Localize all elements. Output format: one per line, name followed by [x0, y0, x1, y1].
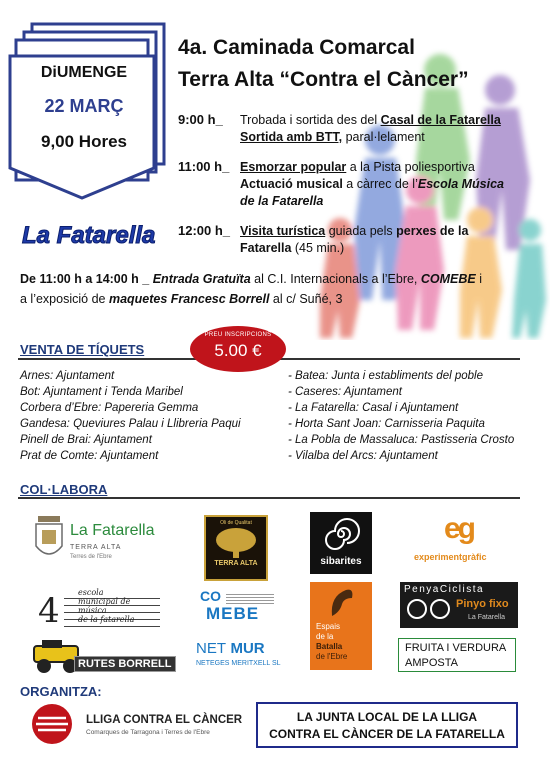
junta-local-box: [256, 702, 518, 748]
exhibition-segment: Entrada Gratuïta: [152, 272, 251, 286]
schedule-segment: Casal de la Fatarella: [380, 113, 501, 127]
exhibition-segment: i: [475, 272, 483, 286]
tickets-list-left: [20, 368, 280, 464]
logo-lliga-contra-cancer: [30, 702, 243, 750]
schedule-line: [240, 129, 540, 146]
fruita-l2: AMPOSTA: [405, 657, 458, 669]
title-highlight: Contra el Càncer: [290, 68, 459, 91]
fruita-l1: FRUITA I VERDURA: [405, 642, 507, 654]
logo-net-mur: [196, 640, 286, 674]
penya-top: PenyaCiclista: [404, 584, 485, 595]
exhibition-info: [20, 269, 540, 309]
netmur-sub: NETEGES MERITXELL SL: [196, 660, 281, 667]
fatarella-sub2: Terres de l'Ebre: [70, 554, 112, 560]
penya-bottom: La Fatarella: [468, 614, 505, 621]
schedule-segment: perxes de la: [396, 224, 469, 238]
schedule-segment: Actuació musical: [240, 177, 343, 191]
organitza-heading: ORGANITZA:: [20, 684, 102, 699]
collabora-rule: [18, 497, 520, 499]
ticket-vendor: - Vilalba del Arcs: Ajuntament: [288, 450, 438, 462]
exhibition-line1: [20, 269, 540, 289]
schedule-segment: de la Fatarella: [240, 194, 324, 208]
exhibition-segment: maquetes Francesc Borrell: [108, 292, 270, 306]
ticket-vendor: Arnes: Ajuntament: [20, 370, 115, 382]
tickets-heading: VENTA DE TÍQUETS: [20, 342, 145, 357]
logo-la-fatarella: [34, 512, 174, 572]
junta-l2: CONTRA EL CÀNCER DE LA FATARELLA: [269, 727, 505, 741]
comebe-lines: [226, 592, 274, 604]
escola-l1: escola: [78, 588, 104, 597]
svg-text:4: 4: [38, 591, 60, 630]
bird-icon: [310, 582, 372, 622]
comebe-top: CO: [200, 588, 221, 604]
lliga-sub: Comarques de Tarragona i Terres de l'Ebre: [86, 729, 210, 736]
ticket-vendor: - Horta Sant Joan: Carnisseria Paquita: [288, 418, 485, 430]
bike-wheels-icon: [406, 598, 452, 620]
lliga-name: LLIGA CONTRA EL CÀNCER: [86, 714, 243, 726]
price-label: PREU INSCRIPCIONS: [204, 332, 272, 338]
escola-l4: de la fatarella: [78, 615, 135, 624]
schedule-segment: guiada pels: [325, 224, 397, 238]
exhibition-segment: a l’exposició de: [20, 292, 109, 306]
exhibition-segment: COMEBE: [420, 272, 476, 286]
exhibition-segment: al c/ Suñé, 3: [269, 292, 343, 306]
escola-l3: música: [78, 606, 107, 615]
collabora-heading: COL·LABORA: [20, 482, 108, 497]
escola-l2: municipal de: [78, 597, 131, 606]
spiral-icon: [310, 512, 372, 556]
schedule-line: [240, 223, 540, 240]
comebe-bottom: MEBE: [206, 604, 260, 623]
espais-l4: de l'Ebre: [316, 652, 348, 661]
escola-text: [78, 588, 134, 624]
schedule-time: 12:00 h_: [178, 223, 231, 238]
ticket-vendor: Pinell de Brai: Ajuntament: [20, 434, 152, 446]
ticket-vendor: Corbera d’Ebre: Papereria Gemma: [20, 402, 199, 414]
tickets-list-right: [288, 368, 538, 464]
junta-l1: LA JUNTA LOCAL DE LA LLIGA: [296, 710, 478, 724]
town-logo: La Fatarella: [22, 222, 156, 249]
logo-sibarites: [310, 512, 372, 574]
schedule-line: [240, 176, 540, 193]
exhibition-line2: [20, 289, 540, 309]
schedule-text: [240, 159, 540, 210]
title-prefix: Terra Alta “: [178, 68, 291, 91]
logo-comebe: [196, 584, 278, 628]
fatarella-sub1: TERRA ALTA: [70, 544, 122, 551]
logo-experiment-grafic: [410, 512, 510, 572]
ticket-vendor: Prat de Comte: Ajuntament: [20, 450, 159, 462]
espais-l1: Espais: [316, 622, 341, 631]
schedule-segment: Trobada i sortida des del: [240, 113, 381, 127]
schedule-segment: Visita turística: [240, 224, 326, 238]
netmur-b: MUR: [230, 640, 265, 657]
schedule-segment: Sortida amb BTT,: [240, 130, 343, 144]
espais-l3: Batalla: [316, 642, 343, 651]
experiment-mark: eg: [444, 512, 474, 545]
price-value: 5.00 €: [214, 341, 262, 360]
schedule-segment: paral·lelament: [342, 130, 425, 144]
schedule-segment: a la Pista poliesportiva: [346, 160, 475, 174]
schedule-segment: a càrrec de l’: [342, 177, 418, 191]
schedule-segment: (45 min.): [291, 241, 345, 255]
schedule-time: 9:00 h_: [178, 112, 223, 127]
netmur-a: NET: [196, 640, 226, 657]
schedule-line: [240, 159, 540, 176]
event-title-line1: 4a. Caminada Comarcal: [178, 36, 415, 59]
espais-l2: de la: [316, 632, 334, 641]
penya-mid: Pinyo fixo: [456, 598, 509, 610]
schedule-segment: Fatarella: [240, 241, 292, 255]
coat-of-arms-icon: [34, 516, 64, 562]
ticket-vendor: - Batea: Junta i establiments del poble: [288, 370, 483, 382]
logo-rutes-borrell: [30, 636, 172, 680]
ticket-vendor: - La Fatarella: Casal i Ajuntament: [288, 402, 459, 414]
experiment-name: experimentgràfic: [414, 552, 487, 562]
logo-espais-batalla: [310, 582, 372, 670]
schedule-text: [240, 223, 540, 257]
date-date: 22 MARÇ: [44, 96, 124, 116]
espais-text: [310, 622, 372, 662]
schedule-line: [240, 240, 540, 257]
logo-oli-terra-alta: [204, 515, 268, 581]
ticket-vendor: Bot: Ajuntament i Tenda Maribel: [20, 386, 183, 398]
lliga-emblem-icon: [30, 702, 74, 746]
price-badge: [190, 326, 286, 372]
ticket-vendor: - Caseres: Ajuntament: [288, 386, 402, 398]
fatarella-name: La Fatarella: [70, 522, 155, 539]
oil-bottom: TERRA ALTA: [214, 560, 258, 567]
schedule-segment: Escola Música: [417, 177, 505, 191]
date-time: 9,00 Hores: [41, 132, 127, 151]
oil-top: Oli de Qualitat: [220, 520, 252, 526]
ticket-vendor: Gandesa: Queviures Palau i Llibreria Paqui: [20, 418, 241, 430]
exhibition-segment: al C.I. Internacionals a l’Ebre,: [250, 272, 421, 286]
sibarites-name: sibarites: [320, 556, 362, 567]
schedule-line: [240, 193, 540, 210]
schedule-time: 11:00 h_: [178, 159, 230, 174]
tree-icon: [206, 526, 266, 560]
title-suffix: ”: [458, 68, 469, 91]
exhibition-segment: De 11:00 h a 14:00 h _: [20, 272, 153, 286]
logo-escola-musica: [34, 586, 164, 632]
logo-fruita-verdura: [398, 638, 516, 672]
ticket-vendor: - La Pobla de Massaluca: Pastisseria Crosto: [288, 434, 515, 446]
event-title-line2: [178, 68, 469, 92]
schedule-segment: Esmorzar popular: [240, 160, 347, 174]
schedule-text: [240, 112, 540, 146]
music-clef-icon: [34, 590, 64, 630]
schedule-line: [240, 112, 540, 129]
logo-penya-ciclista: [400, 582, 518, 628]
rutes-name: RUTES BORRELL: [74, 656, 176, 672]
date-day: DiUMENGE: [40, 64, 128, 81]
